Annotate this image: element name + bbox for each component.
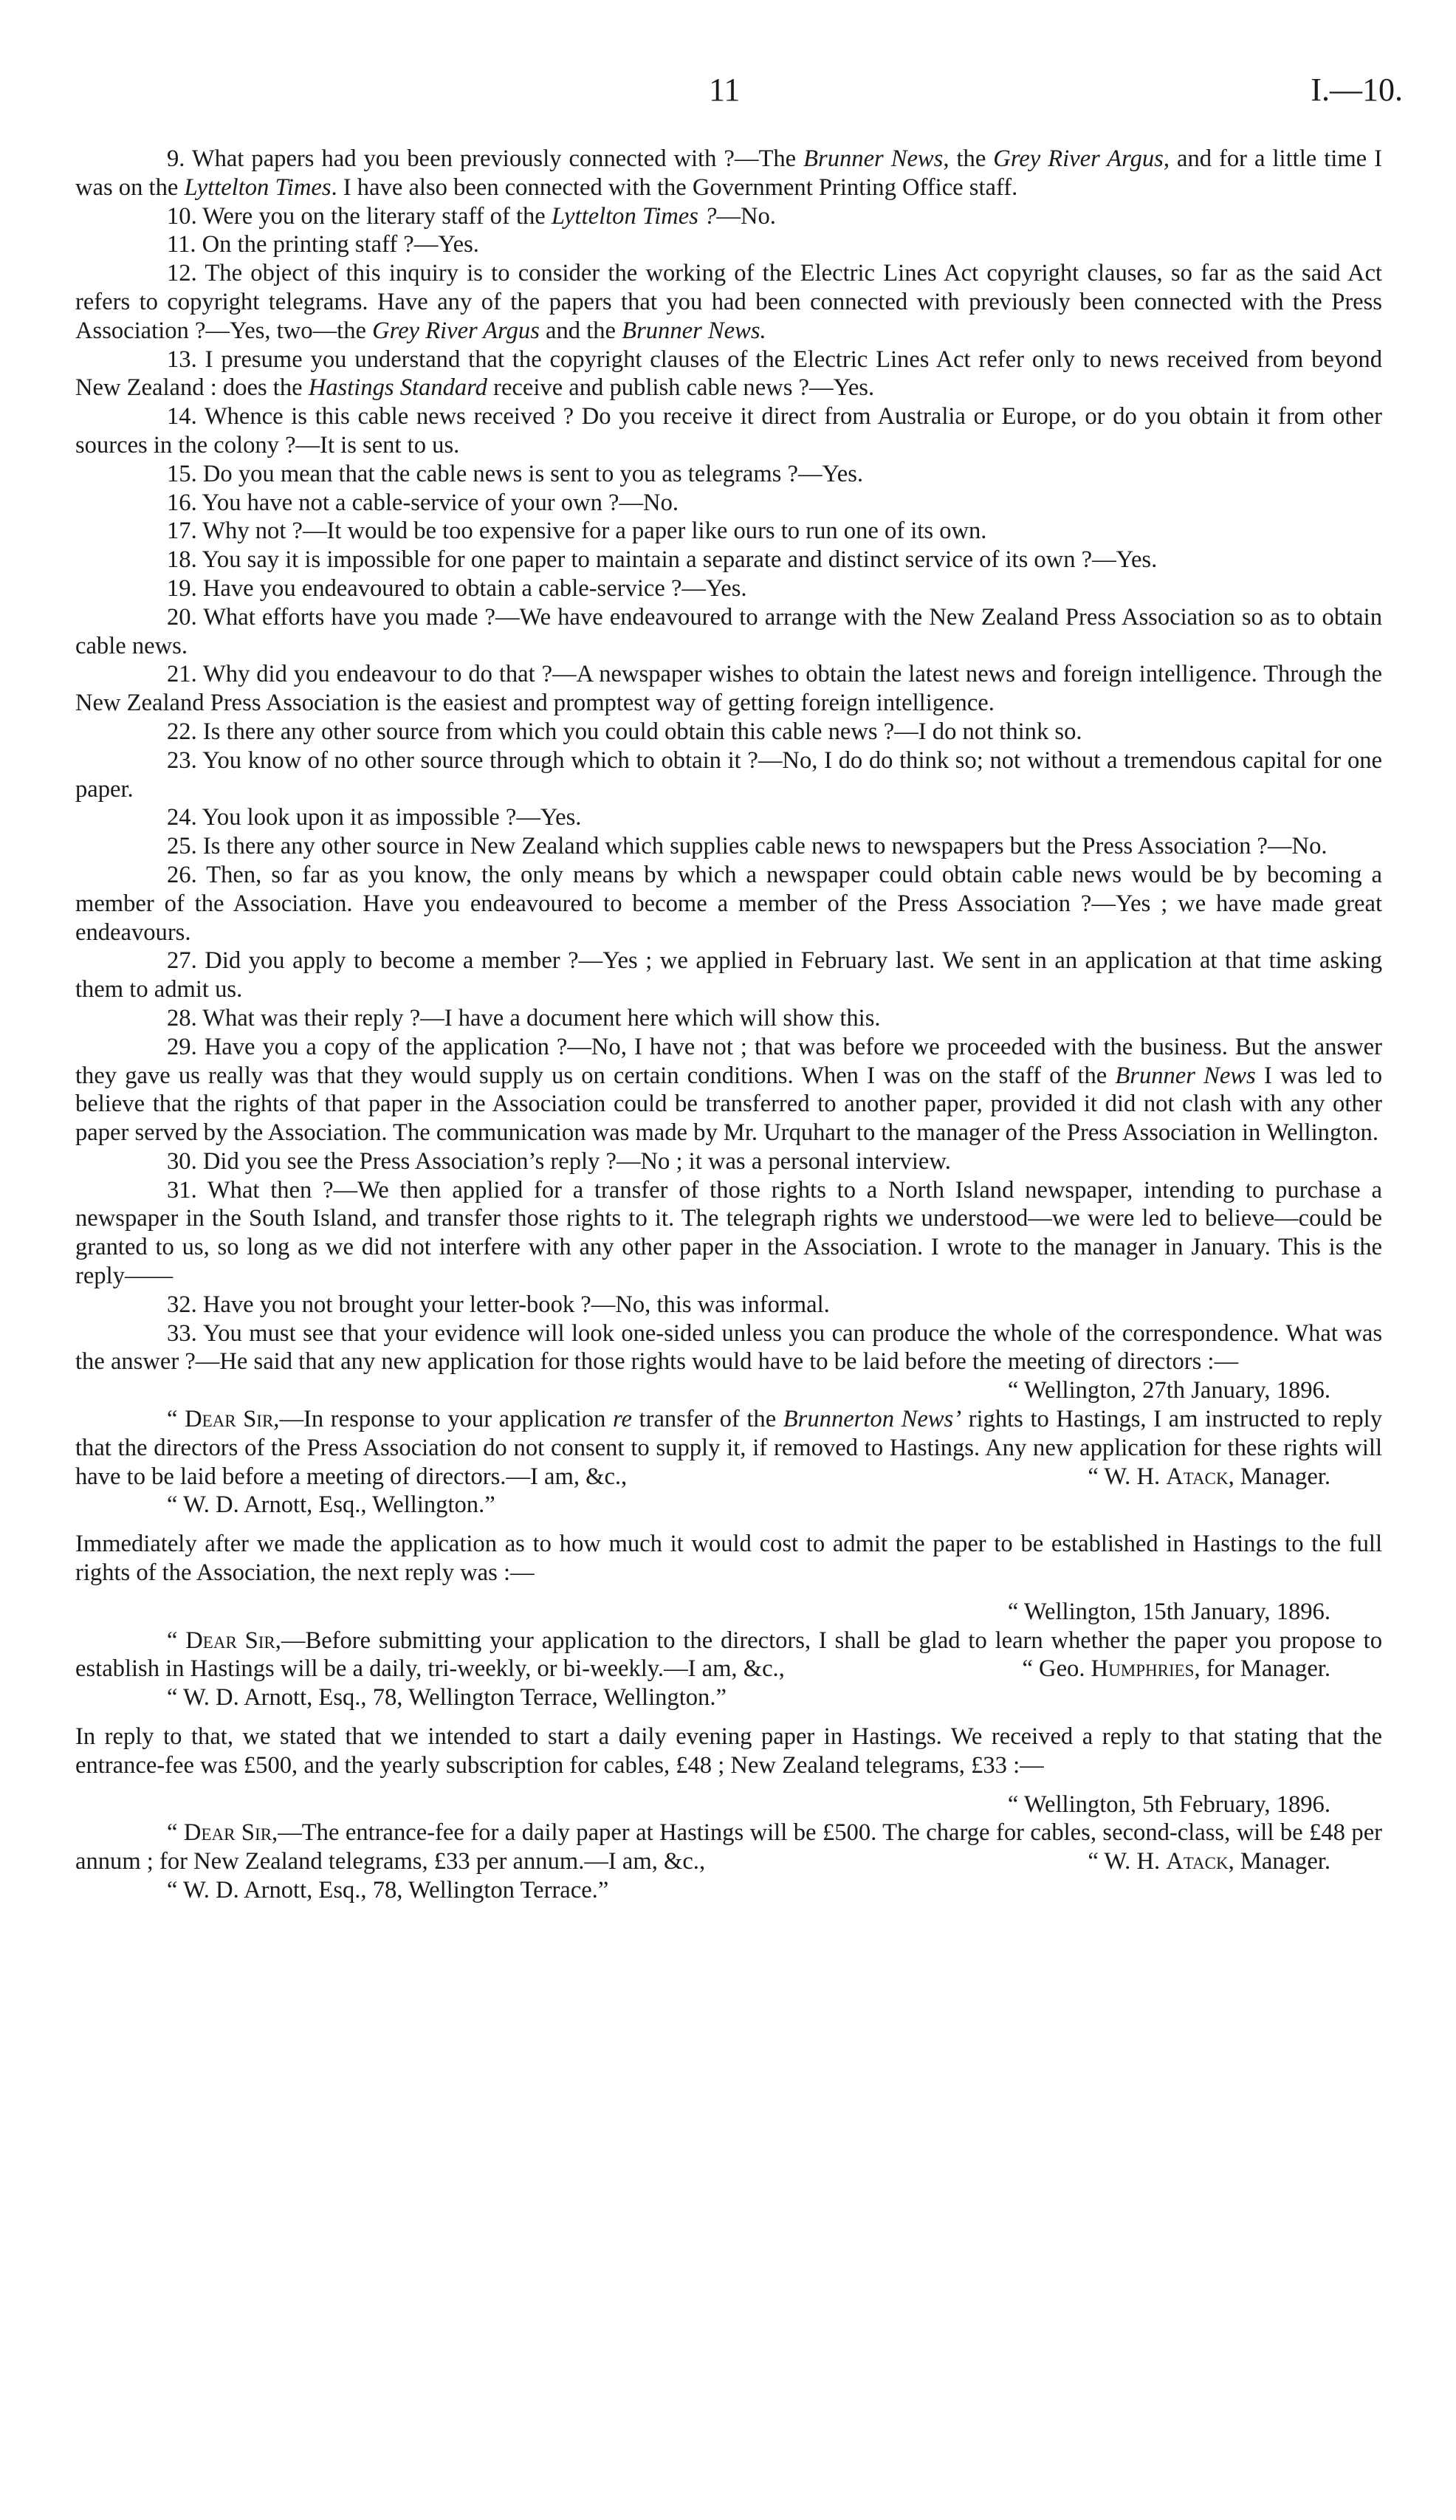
question-9: 9. What papers had you been previously connected with ?—The Brunner News, the Grey River Argus, and for a little time I was on the Lyttelton Times. I have also been connected with the Government Printing Office staff. [75,145,1382,201]
question-13: 13. I presume you understand that the copyright clauses of the Electric Lines Act refer only to news received from beyond New Zealand : does the Hastings Standard receive and publish cable news ?—Yes. [75,346,1382,402]
letter-3 [75,1791,1382,1905]
narrative-paragraph: In reply to that, we stated that we intended to start a daily evening paper in Hastings. We received a reply to that stating that the entrance-fee was £500, and the yearly subscription for cables, £48 ; New Zealand telegrams, £33 :— [75,1723,1382,1779]
letter-address: “ W. D. Arnott, Esq., Wellington.” [167,1491,495,1519]
letter-2 [75,1598,1382,1712]
document-reference: I.—10. [1311,72,1403,108]
letter-dateline: “ Wellington, 27th January, 1896. [1007,1377,1330,1404]
question-33: 33. You must see that your evidence will look one-sided unless you can produce the whole of the correspondence. What was the answer ?—He said that any new application for those rights would have to be laid before the meeting of directors :— [75,1319,1382,1376]
question-16: 16. You have not a cable-service of your own ?—No. [167,489,679,516]
narrative-paragraph: Immediately after we made the application as to how much it would cost to admit the paper to be established in Hastings to the full rights of the Association, the next reply was :— [75,1531,1382,1587]
letter-address: “ W. D. Arnott, Esq., 78, Wellington Terrace, Wellington.” [167,1684,727,1712]
question-11: 11. On the printing staff ?—Yes. [167,231,479,258]
question-27: 27. Did you apply to become a member ?—Yes ; we applied in February last. We sent in an application at that time asking them to admit us. [75,947,1382,1003]
question-31: 31. What then ?—We then applied for a transfer of those rights to a North Island newspaper, intending to purchase a newspaper in the South Island, and transfer those rights to it. The telegraph rights we understood—we were led to believe—could be granted to us, so long as we did not interfere with any other paper in the Association. I wrote to the manager in January. This is the reply—— [75,1176,1382,1290]
letter-signature: “ Geo. Humphries, for Manager. [1022,1655,1330,1683]
letter-dateline: “ Wellington, 15th January, 1896. [1007,1598,1330,1625]
question-23: 23. You know of no other source through which to obtain it ?—No, I do do think so; not without a tremendous capital for one paper. [75,746,1382,803]
letter-signature: “ W. H. Atack, Manager. [1088,1848,1330,1875]
question-14: 14. Whence is this cable news received ? Do you receive it direct from Australia or Europe, or do you obtain it from other sources in the colony ?—It is sent to us. [75,403,1382,459]
letter-body: “ Dear Sir,—Before submitting your application to the directors, I shall be glad to learn whether the paper you propose to establish in Hastings will be a daily, tri-weekly, or bi-weekly.—I am, &c., “ Geo. Humphries, for Manager. [75,1627,1382,1683]
question-12: 12. The object of this inquiry is to consider the working of the Electric Lines Act copyright clauses, so far as the said Act refers to copyright telegrams. Have any of the papers that you had been connected with previously been connected with the Press Association ?—Yes, two—the Grey River Argus and the Brunner News. [75,260,1382,344]
question-21: 21. Why did you endeavour to do that ?—A newspaper wishes to obtain the latest news and foreign intelligence. Through the New Zealand Press Association is the easiest and promptest way of getting foreign intelligence. [75,661,1382,717]
question-24: 24. You look upon it as impossible ?—Yes. [167,804,582,831]
letter-1 [75,1376,1382,1520]
question-15: 15. Do you mean that the cable news is sent to you as telegrams ?—Yes. [167,460,864,487]
letter-body: “ Dear Sir,—The entrance-fee for a daily paper at Hastings will be £500. The charge for cables, second-class, will be £48 per annum ; for New Zealand telegrams, £33 per annum.—I am, &c., “ W. H. Atack, Manager. [75,1819,1382,1875]
page-number: 11 [709,72,741,108]
document-body [75,145,1382,1905]
question-26: 26. Then, so far as you know, the only means by which a newspaper could obtain cable news would be by becoming a member of the Association. Have you endeavoured to become a member of the Press Association ?—Yes ; we have made great endeavours. [75,861,1382,946]
question-19: 19. Have you endeavoured to obtain a cable-service ?—Yes. [167,574,747,602]
page-header [0,71,1456,115]
question-32: 32. Have you not brought your letter-book ?—No, this was informal. [167,1291,830,1318]
question-30: 30. Did you see the Press Association’s reply ?—No ; it was a personal interview. [167,1147,951,1175]
letter-body: “ Dear Sir,—In response to your application re transfer of the Brunnerton News’ rights to Hastings, I am instructed to reply that the directors of the Press Association do not consent to supply it, if removed to Hastings. Any new application for these rights will have to be laid before a meeting of directors.—I am, &c., “ W. H. Atack, Manager. [75,1406,1382,1490]
question-28: 28. What was their reply ?—I have a document here which will show this. [167,1004,881,1031]
question-22: 22. Is there any other source from which you could obtain this cable news ?—I do not think so. [167,718,1082,745]
letter-dateline: “ Wellington, 5th February, 1896. [1007,1791,1330,1818]
question-29: 29. Have you a copy of the application ?—No, I have not ; that was before we proceeded with the business. But the answer they gave us really was that they would supply us on certain conditions. When I was on the staff of the Brunner News I was led to believe that the rights of that paper in the Association could be transferred to another paper, provided it did not clash with any other paper served by the Association. The communication was made by Mr. Urquhart to the manager of the Press Association in Wellington. [75,1033,1382,1147]
question-20: 20. What efforts have you made ?—We have endeavoured to arrange with the New Zealand Press Association so as to obtain cable news. [75,603,1382,659]
question-25: 25. Is there any other source in New Zealand which supplies cable news to newspapers but the Press Association ?—No. [167,833,1328,860]
letter-signature: “ W. H. Atack, Manager. [1088,1463,1330,1490]
question-10: 10. Were you on the literary staff of the Lyttelton Times ?—No. [167,202,776,230]
question-18: 18. You say it is impossible for one paper to maintain a separate and distinct service of its own ?—Yes. [167,546,1158,574]
letter-address: “ W. D. Arnott, Esq., 78, Wellington Terrace.” [167,1877,609,1904]
question-17: 17. Why not ?—It would be too expensive for a paper like ours to run one of its own. [167,518,987,545]
